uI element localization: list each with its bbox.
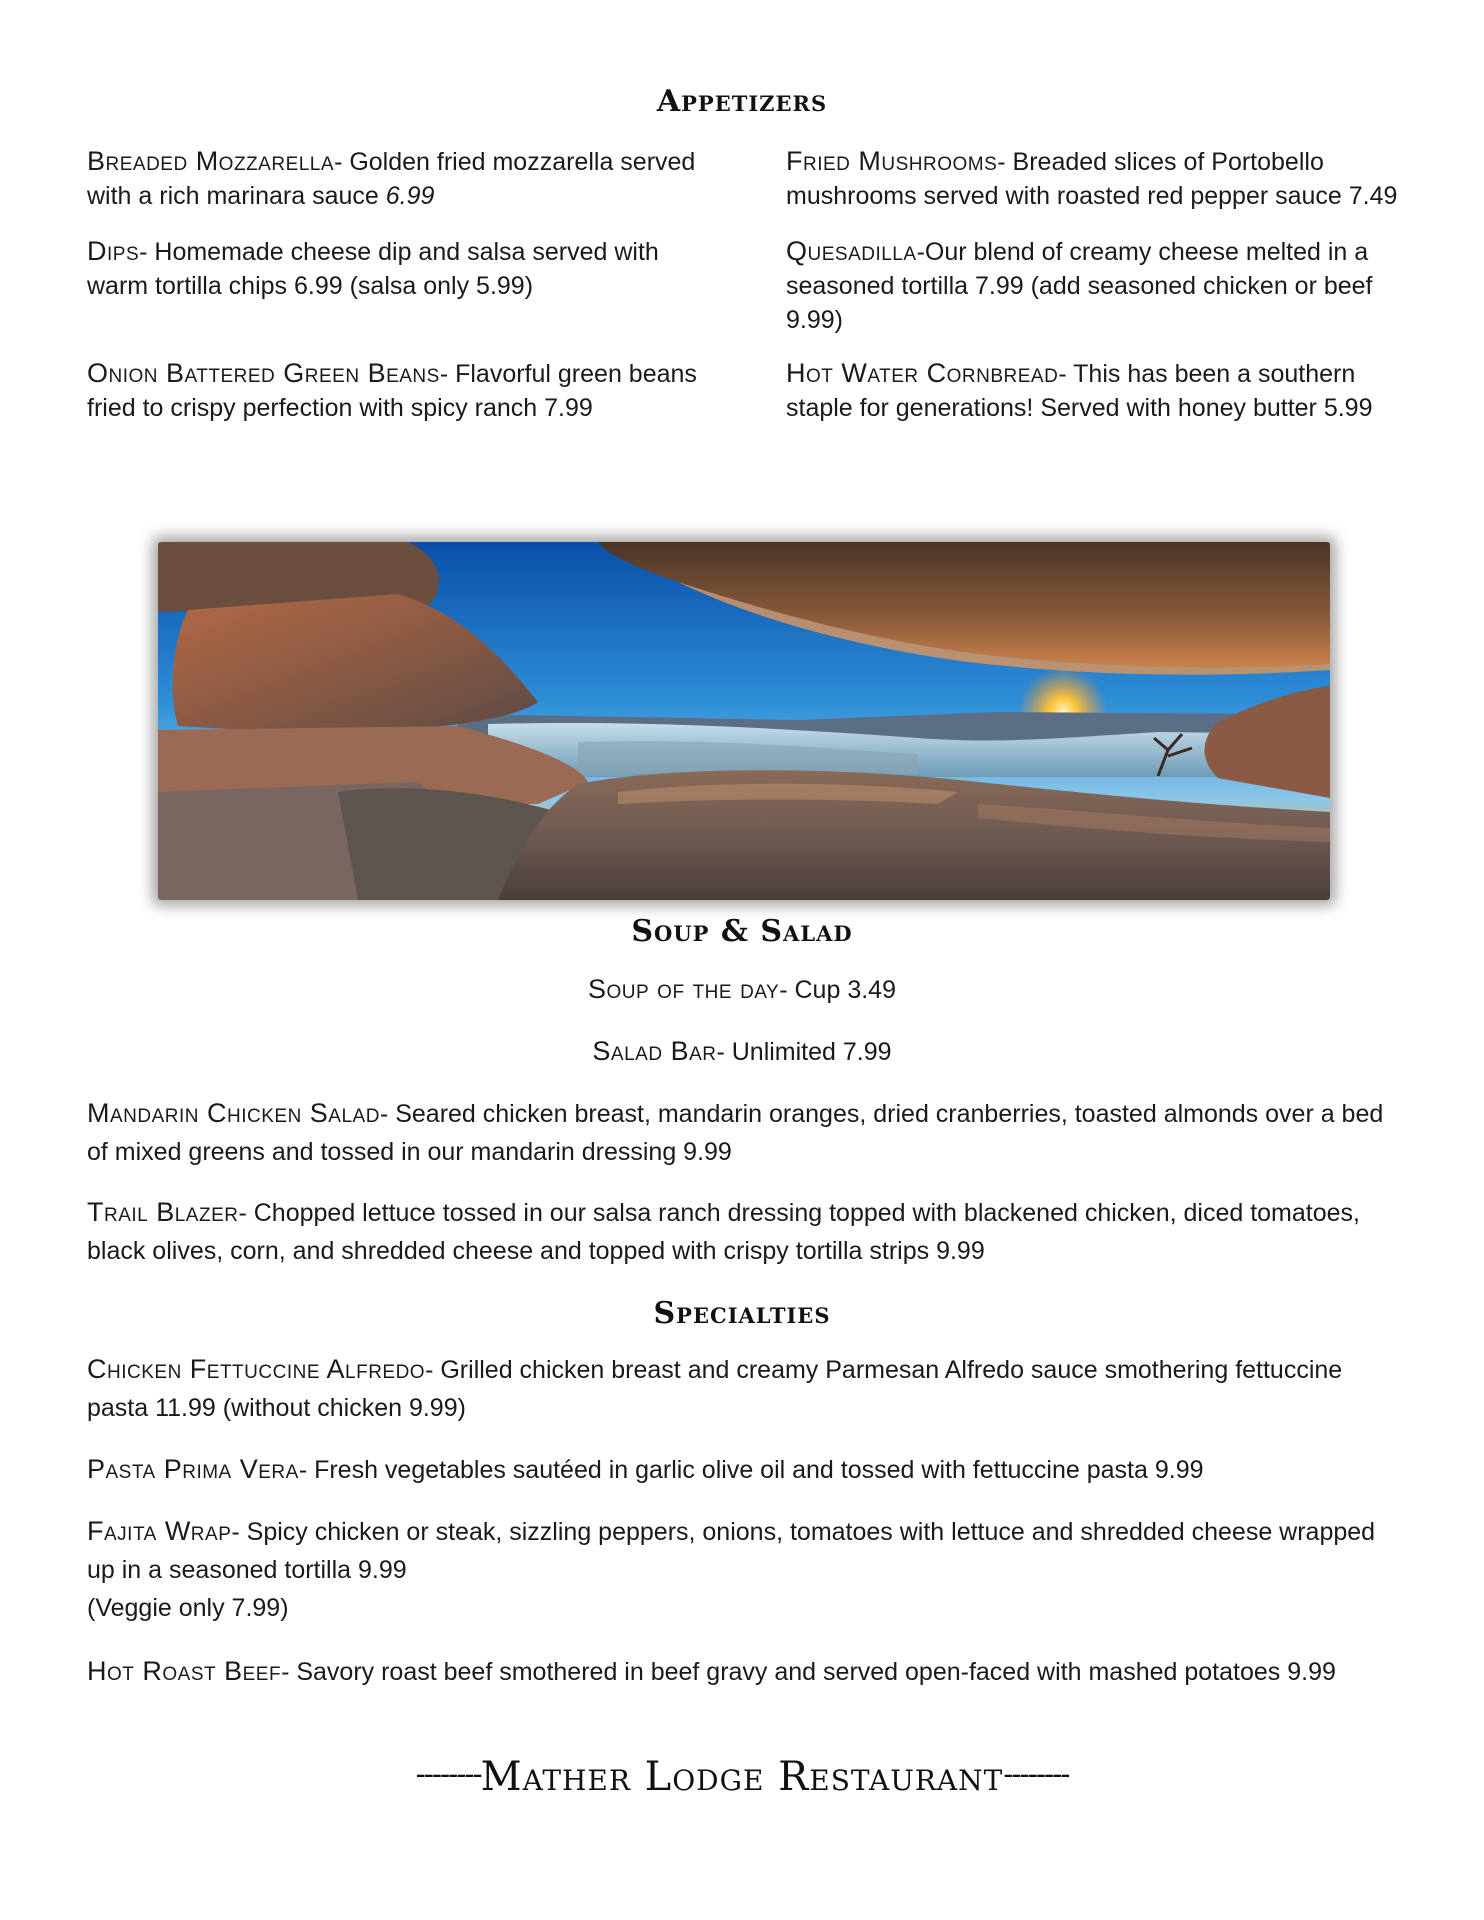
menu-item-trail-blazer bbox=[87, 1193, 1407, 1270]
menu-item-hot-roast-beef bbox=[87, 1652, 1407, 1691]
menu-item-quesadilla bbox=[786, 234, 1416, 337]
item-name: Trail Blazer bbox=[87, 1197, 239, 1227]
menu-item-soup-of-the-day bbox=[0, 972, 1484, 1007]
appetizers-heading: Appetizers bbox=[656, 84, 828, 119]
item-desc: - This has been a southern staple for generations! Served with honey butter bbox=[786, 360, 1356, 422]
item-desc: - Golden fried mozzarella served with a rich marinara sauce bbox=[87, 148, 696, 210]
menu-item-salad-bar bbox=[0, 1034, 1484, 1069]
footer-dash-left: -------- bbox=[415, 1757, 481, 1792]
menu-item-fried-mushrooms bbox=[786, 144, 1416, 213]
item-price: 3.49 bbox=[847, 976, 896, 1004]
soup-salad-heading: Soup & Salad bbox=[631, 914, 853, 949]
item-desc: - Chopped lettuce tossed in our salsa ranch dressing topped with blackened chicken, diced tomatoes, black olives, corn, and shredded cheese and topped with crispy tortilla strips bbox=[87, 1199, 1360, 1265]
item-price: 7.49 bbox=[1348, 182, 1398, 210]
item-desc: - Fresh vegetables sautéed in garlic olive oil and tossed with fettuccine pasta bbox=[298, 1456, 1155, 1484]
item-desc: - Breaded slices of Portobello mushrooms served with roasted red pepper sauce bbox=[786, 148, 1349, 210]
item-desc: - Seared chicken breast, mandarin oranges, dried cranberries, toasted almonds over a bed of mixed greens and tossed in our mandarin dressing bbox=[87, 1100, 1384, 1166]
item-name: Hot Roast Beef bbox=[87, 1656, 282, 1686]
item-desc: - Flavorful green beans fried to crispy perfection with spicy ranch bbox=[87, 360, 697, 422]
item-name: Quesadilla bbox=[786, 236, 917, 266]
item-price: 7.99 bbox=[842, 1038, 892, 1066]
item-price: 9.99 bbox=[1287, 1658, 1336, 1686]
item-extra: (Veggie only 7.99) bbox=[87, 1594, 289, 1622]
item-name: Onion Battered Green Beans bbox=[87, 358, 440, 388]
item-desc: - Unlimited bbox=[716, 1038, 843, 1066]
menu-item-onion-battered-green-beans bbox=[87, 356, 717, 425]
menu-item-fajita-wrap bbox=[87, 1512, 1407, 1627]
landscape-photo bbox=[158, 542, 1330, 900]
restaurant-name-footer bbox=[0, 1754, 1484, 1800]
item-price: 9.99 bbox=[936, 1237, 985, 1265]
item-name: Soup of the day bbox=[588, 974, 780, 1004]
item-desc: - Cup bbox=[779, 976, 848, 1004]
menu-item-chicken-fettuccine-alfredo bbox=[87, 1350, 1407, 1427]
footer-dash-right: -------- bbox=[1003, 1757, 1069, 1792]
item-desc: -Our blend of creamy cheese melted in a seasoned tortilla 7.99 (add seasoned chicken or beef 9.99) bbox=[786, 238, 1373, 334]
menu-item-pasta-prima-vera bbox=[87, 1450, 1407, 1489]
item-name: Fried Mushrooms bbox=[786, 146, 998, 176]
item-name: Hot Water Cornbread bbox=[786, 358, 1059, 388]
item-price: 5.99 bbox=[1323, 394, 1373, 422]
item-desc: - Savory roast beef smothered in beef gravy and served open-faced with mashed potatoes bbox=[281, 1658, 1288, 1686]
item-desc: - Spicy chicken or steak, sizzling peppers, onions, tomatoes with lettuce and shredded cheese wrapped up in a seasoned tortilla 9.99 bbox=[87, 1518, 1376, 1584]
item-name: Pasta Prima Vera bbox=[87, 1454, 299, 1484]
item-name: Dips bbox=[87, 236, 140, 266]
item-name: Mandarin Chicken Salad bbox=[87, 1098, 380, 1128]
sunset-rock-overhang-image bbox=[158, 542, 1330, 900]
item-price: 9.99 bbox=[1154, 1456, 1204, 1484]
item-name: Chicken Fettuccine Alfredo bbox=[87, 1354, 426, 1384]
item-price: 6.99 bbox=[385, 182, 435, 210]
menu-item-mandarin-chicken-salad bbox=[87, 1094, 1407, 1171]
menu-item-dips bbox=[87, 234, 717, 303]
item-name: Salad Bar bbox=[592, 1036, 717, 1066]
item-desc: - Grilled chicken breast and creamy Parmesan Alfredo sauce smothering fettuccine pasta 11.99 (without chicken 9.99) bbox=[87, 1356, 1343, 1422]
item-price: 9.99 bbox=[683, 1138, 732, 1166]
specialties-heading: Specialties bbox=[653, 1296, 831, 1331]
restaurant-name: Mather Lodge Restaurant bbox=[480, 1754, 1004, 1800]
item-name: Fajita Wrap bbox=[87, 1516, 232, 1546]
item-name: Breaded Mozzarella bbox=[87, 146, 335, 176]
menu-item-breaded-mozzarella bbox=[87, 144, 717, 213]
menu-item-hot-water-cornbread bbox=[786, 356, 1416, 425]
item-price: 7.99 bbox=[544, 394, 593, 422]
item-desc: - Homemade cheese dip and salsa served with warm tortilla chips 6.99 (salsa only 5.99) bbox=[87, 238, 659, 300]
